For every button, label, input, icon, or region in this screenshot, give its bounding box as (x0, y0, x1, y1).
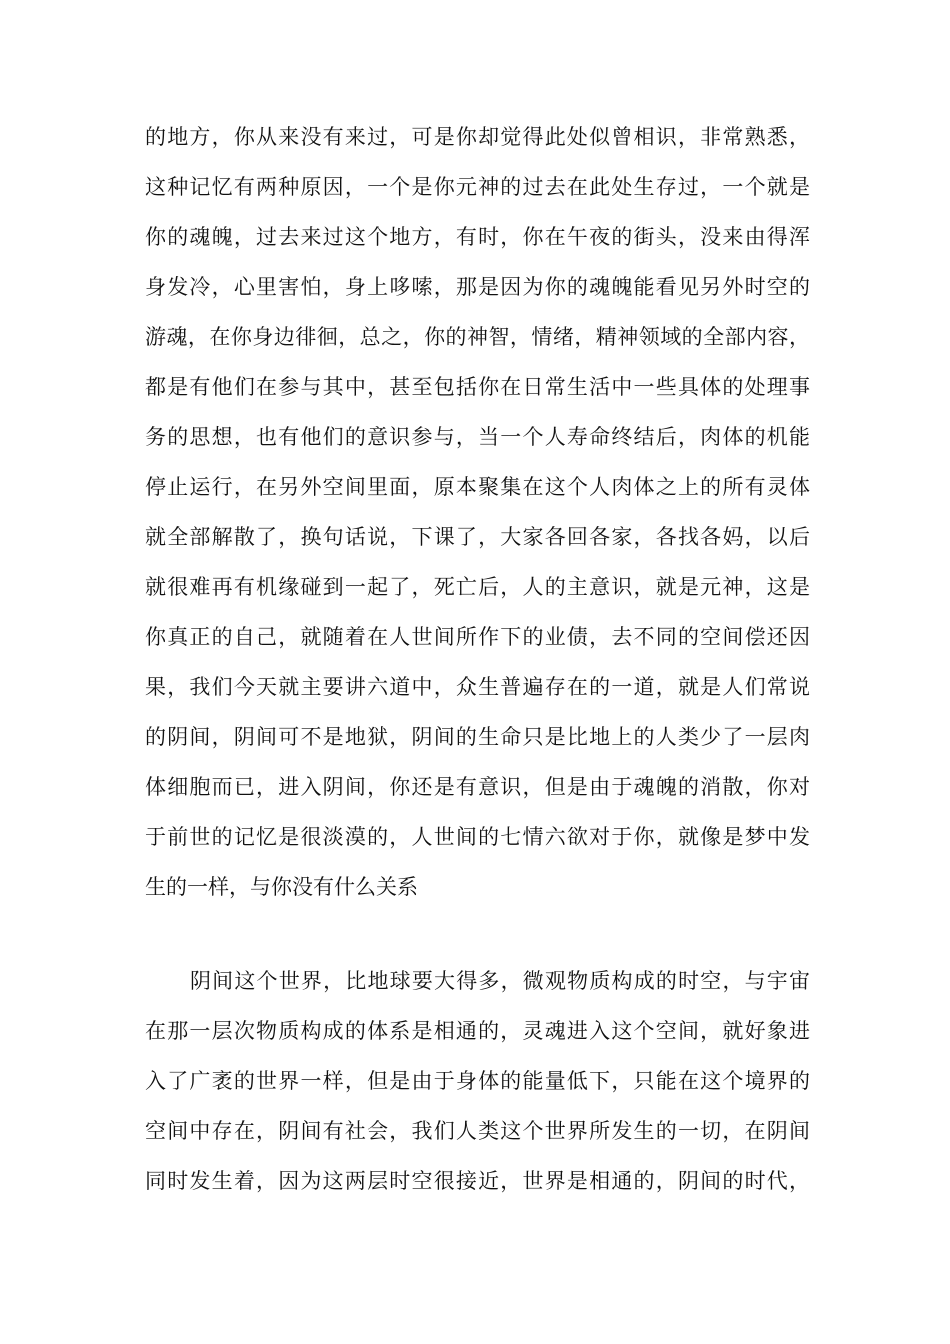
text-line: 果，我们今天就主要讲六道中，众生普遍存在的一道，就是人们常说 (145, 675, 810, 699)
text-line: 务的思想，也有他们的意识参与，当一个人寿命终结后，肉体的机能 (145, 425, 810, 449)
text-line: 入了广袤的世界一样，但是由于身体的能量低下，只能在这个境界的 (145, 1069, 810, 1093)
text-line: 你真正的自己，就随着在人世间所作下的业债，去不同的空间偿还因 (145, 625, 810, 649)
text-line: 空间中存在，阴间有社会，我们人类这个世界所发生的一切，在阴间 (145, 1119, 810, 1143)
text-line: 停止运行，在另外空间里面，原本聚集在这个人肉体之上的所有灵体 (145, 475, 810, 499)
text-line: 同时发生着，因为这两层时空很接近，世界是相通的，阴间的时代， (145, 1169, 810, 1193)
text-line: 生的一样，与你没有什么关系 (145, 875, 418, 899)
text-line: 就很难再有机缘碰到一起了，死亡后，人的主意识，就是元神，这是 (145, 575, 810, 599)
text-line: 你的魂魄，过去来过这个地方，有时，你在午夜的街头，没来由得浑 (145, 225, 810, 249)
paragraph-1 (145, 112, 810, 912)
text-line: 这种记忆有两种原因，一个是你元神的过去在此处生存过，一个就是 (145, 175, 810, 199)
text-line: 在那一层次物质构成的体系是相通的，灵魂进入这个空间，就好象进 (145, 1019, 810, 1043)
text-line: 游魂，在你身边徘徊，总之，你的神智，情绪，精神领域的全部内容， (145, 325, 810, 349)
text-line: 就全部解散了，换句话说，下课了，大家各回各家，各找各妈，以后 (145, 525, 810, 549)
text-line: 于前世的记忆是很淡漠的，人世间的七情六欲对于你，就像是梦中发 (145, 825, 810, 849)
text-line: 体细胞而已，进入阴间，你还是有意识，但是由于魂魄的消散，你对 (145, 775, 810, 799)
text-line: 的地方，你从来没有来过，可是你却觉得此处似曾相识，非常熟悉， (145, 125, 810, 149)
text-line: 都是有他们在参与其中，甚至包括你在日常生活中一些具体的处理事 (145, 375, 810, 399)
text-line: 阴间这个世界，比地球要大得多，微观物质构成的时空，与宇宙 (190, 969, 810, 993)
paragraph-2 (145, 956, 810, 1206)
text-line: 的阴间，阴间可不是地狱，阴间的生命只是比地上的人类少了一层肉 (145, 725, 810, 749)
text-line: 身发冷，心里害怕，身上哆嗦，那是因为你的魂魄能看见另外时空的 (145, 275, 810, 299)
